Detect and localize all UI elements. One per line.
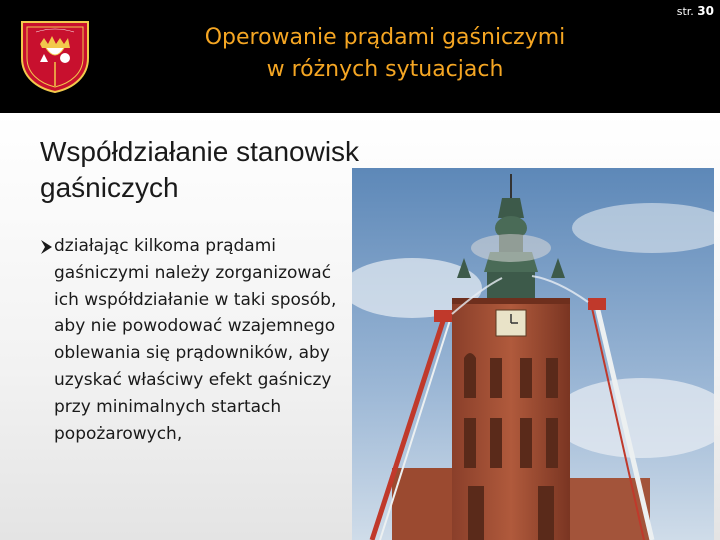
fire-brigade-emblem-icon: [18, 18, 92, 94]
slide-title: [150, 22, 620, 86]
bullet-item: [40, 233, 350, 447]
slide-heading-line-1: Współdziałanie stanowisk: [40, 136, 360, 167]
slide-heading-line-2: gaśniczych: [40, 172, 179, 203]
slide-title-line-1: Operowanie prądami gaśniczymi: [204, 25, 566, 50]
page-number-value: 30: [697, 4, 714, 18]
page-number-label: str.: [676, 5, 694, 18]
slide-title-line-2: w różnych sytuacjach: [266, 57, 504, 82]
slide-header: [0, 0, 720, 113]
bullet-text: działając kilkoma prądami gaśniczymi należy zorganizować ich współdziałanie w taki sposób, aby nie powodować wzajemnego oblewania się prądowników, aby uzyskać właściwy efekt gaśniczy przy minimalnych startach popożarowych,: [54, 236, 337, 444]
church-tower-photo: [352, 168, 714, 540]
page-number: [677, 4, 714, 18]
